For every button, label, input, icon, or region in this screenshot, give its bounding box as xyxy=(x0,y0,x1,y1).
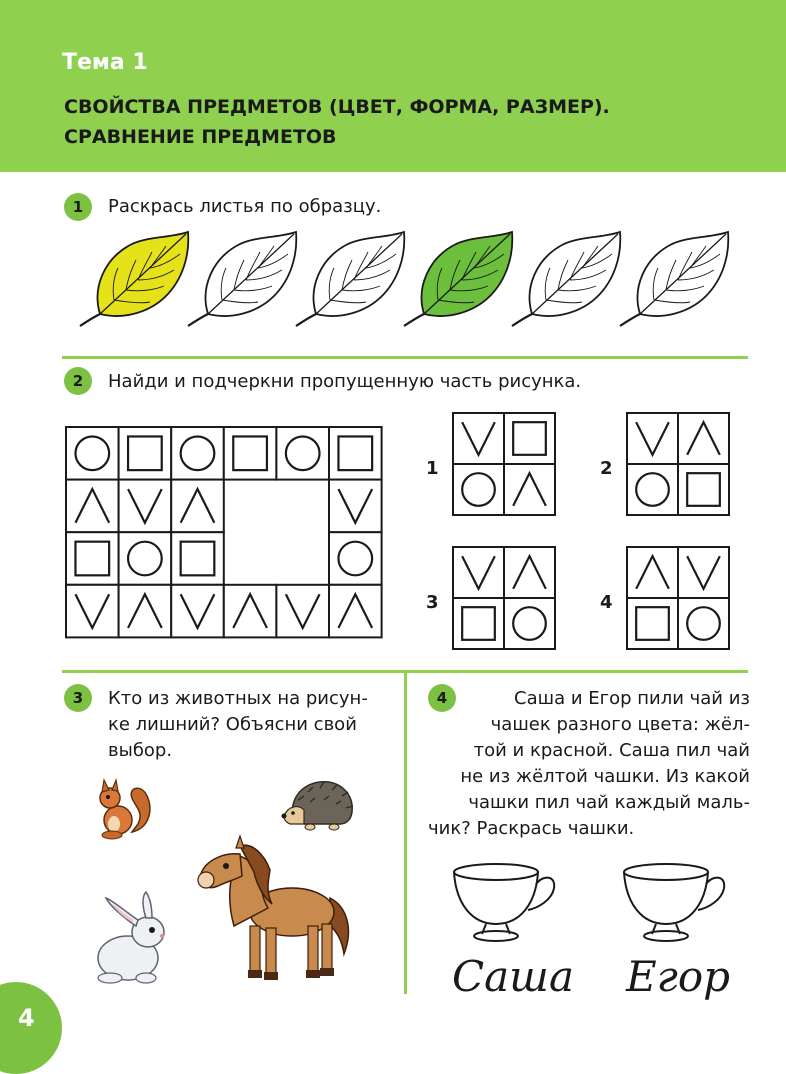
divider-vertical xyxy=(404,672,407,994)
rabbit-icon[interactable] xyxy=(90,892,170,986)
title-line-2: СРАВНЕНИЕ ПРЕДМЕТОВ xyxy=(64,126,337,148)
grid-cell xyxy=(329,427,382,480)
option-cell xyxy=(627,598,678,649)
squirrel-icon[interactable] xyxy=(92,780,156,840)
option-cell xyxy=(504,413,555,464)
grid-cell xyxy=(224,427,277,480)
page-number: 4 xyxy=(18,1004,35,1032)
option-label-1: 1 xyxy=(426,458,439,479)
task3-line-1: Кто из животных на рисун- xyxy=(108,688,368,709)
hedgehog-icon[interactable] xyxy=(280,780,356,832)
grid-cell xyxy=(66,427,119,480)
option-grid-1[interactable] xyxy=(452,412,556,516)
task4-line-4: не из жёлтой чашки. Из какой xyxy=(460,766,750,787)
task4-line-6: чик? Раскрась чашки. xyxy=(428,818,635,839)
option-cell xyxy=(678,464,729,515)
grid-cell xyxy=(329,532,382,585)
leaf-icon[interactable] xyxy=(78,228,196,328)
grid-cell xyxy=(119,427,172,480)
grid-cell xyxy=(171,427,224,480)
topic-label: Тема 1 xyxy=(62,50,148,75)
option-label-2: 2 xyxy=(600,458,613,479)
task3-line-2: ке лишний? Объясни свой xyxy=(108,714,357,735)
page-title xyxy=(64,92,610,152)
task4-line-2: чашек разного цвета: жёл- xyxy=(490,714,750,735)
task1-text: Раскрась листья по образцу. xyxy=(108,196,382,217)
option-cell xyxy=(453,464,504,515)
grid-cell xyxy=(171,532,224,585)
leaf-icon[interactable] xyxy=(402,228,520,328)
option-grid-2[interactable] xyxy=(626,412,730,516)
leaf-icon[interactable] xyxy=(294,228,412,328)
task3-text xyxy=(108,686,368,764)
leaf-icon[interactable] xyxy=(618,228,736,328)
grid-cell xyxy=(276,427,329,480)
divider-1 xyxy=(62,356,748,359)
cup-icon-egor[interactable] xyxy=(622,862,726,952)
grid-cell xyxy=(66,532,119,585)
option-grid-4[interactable] xyxy=(626,546,730,650)
leaf-icon[interactable] xyxy=(186,228,304,328)
task4-line-1: Саша и Егор пили чай из xyxy=(514,688,750,709)
task4-line-3: той и красной. Саша пил чай xyxy=(473,740,750,761)
pattern-grid xyxy=(65,426,381,638)
name-sasha: Саша xyxy=(452,952,575,1001)
task1-number: 1 xyxy=(64,193,92,221)
option-cell xyxy=(504,598,555,649)
task4-line-5: чашки пил чай каждый маль- xyxy=(468,792,750,813)
leaf-icon[interactable] xyxy=(510,228,628,328)
horse-icon[interactable] xyxy=(196,836,366,984)
option-label-4: 4 xyxy=(600,592,613,613)
option-cell xyxy=(627,464,678,515)
grid-cell xyxy=(119,532,172,585)
name-egor: Егор xyxy=(626,952,731,1001)
task2-text: Найди и подчеркни пропущенную часть рисунка. xyxy=(108,371,582,392)
task4-text xyxy=(428,686,750,842)
task3-line-3: выбор. xyxy=(108,740,173,761)
option-grid-3[interactable] xyxy=(452,546,556,650)
option-cell xyxy=(678,598,729,649)
task2-number: 2 xyxy=(64,367,92,395)
task3-number: 3 xyxy=(64,684,92,712)
option-cell xyxy=(453,598,504,649)
title-line-1: СВОЙСТВА ПРЕДМЕТОВ (ЦВЕТ, ФОРМА, РАЗМЕР). xyxy=(64,96,610,118)
cup-icon-sasha[interactable] xyxy=(452,862,556,952)
task4-number: 4 xyxy=(428,684,456,712)
option-label-3: 3 xyxy=(426,592,439,613)
